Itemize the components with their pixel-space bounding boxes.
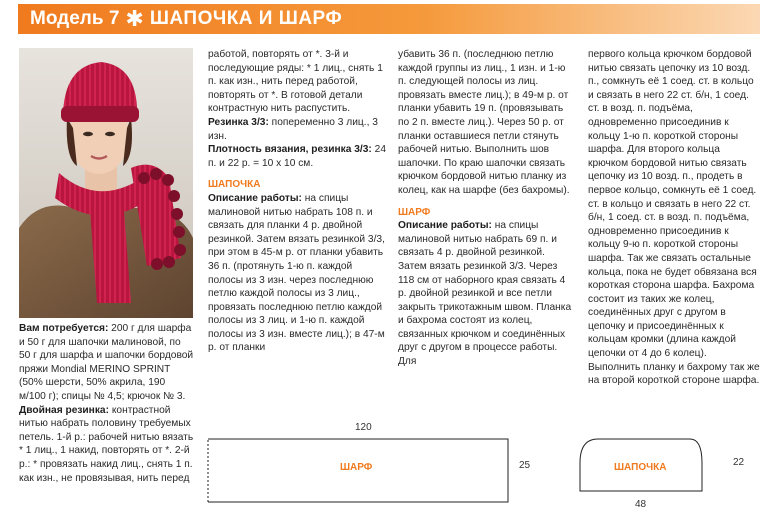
hat-work-paragraph — [208, 192, 386, 355]
star-icon: ✱ — [125, 6, 144, 31]
materials-text: 200 г для шарфа и 50 г для шапочки малиновой, по 50 г для шарфа и шапочки бордовой пряжи Mondial MERINO SPRINT (50% шерсти, 50% акрила, 190 м/100 г); спицы № 4,5; крючок № 3. — [19, 323, 194, 402]
model-number: Модель 7 — [30, 8, 120, 29]
double-rib-text: контрастной нитью набрать половину требуемых петель. 1-й р.: рабочей нитью вязать * 1 лиц., 1 накид, повторять от *. 2-й р.: * провязать накид лиц., снять 1 п. как изн., не провязывая, нить перед — [19, 404, 194, 484]
instructions-column-4 — [588, 48, 760, 388]
hat-height-label: 22 — [733, 457, 745, 468]
double-rib-label: Двойная резинка: — [19, 404, 109, 416]
hat-work-text: на спицы малиновой нитью набрать 108 п. и связать для планки 4 р. двойной резинкой. Затем вязать резинкой 3/3, при этом в 45-м р. от планки убавить 36 п. (протянуть 1-ю п. каждой полосы из 3 изн. через последнюю петлю каждой полосы из 3 лиц., провязать последнюю петлю каждой полосы из 3 лиц. и 1-ю п. каждой полосы из 3 изн. вместе лиц.); в 47-м р. от планки — [208, 192, 385, 354]
rib-label: Резинка 3/3: — [208, 116, 269, 128]
page-title: ШАПОЧКА И ШАРФ — [149, 8, 343, 29]
scarf-section-heading: ШАРФ — [398, 206, 431, 218]
rib-paragraph — [208, 116, 386, 143]
scarf-height-label: 25 — [519, 460, 531, 471]
rings-paragraph: первого кольца крючком бордовой нитью связать цепочку из 10 возд. п., сомкнуть её 1 соед. ст. в кольцо и связать в него 22 ст. б/н, 1 соед. ст. в возд. п. подъёма, одновременно присоединив к кольцу 1-ю п. короткой стороны шарфа. Для второго кольца крючком бордовой нитью связать цепочку из 10 возд. п., продеть в первое кольцо, сомкнуть её 1 соед. ст. в кольцо и связать в него 22 ст. б/н, 1 соед. ст. в возд. п. подъёма, одновременно присоединив к кольцу 9-ю п. короткой стороны шарфа. Так же связать остальные кольца, пока не будет обвязана вся короткая сторона шарфа. Бахрома состоит из таких же колец, соединённых друг с другом в цепочку и присоединённых к кольцам кромки (длина каждой цепочки от 4 до 6 колец). Выполнить планку и бахрому так же на второй короткой стороне шарфа. — [588, 49, 760, 387]
hat-work-label: Описание работы: — [208, 192, 302, 204]
density-paragraph — [208, 143, 386, 170]
instructions-column-2 — [208, 48, 386, 355]
scarf-width-label: 120 — [355, 422, 372, 433]
scarf-work-text: на спицы малиновой нитью набрать 69 п. и связать 4 р. двойной резинкой. Затем вязать резинкой 3/3. Через 118 см от наборного края связать 4 р. двойной резинкой и все петли закрыть трикотажным швом. Планка и бахрома состоят из колец, связанных крючком и соединённых друг с другом в процессе работы. Для — [398, 220, 572, 368]
materials-paragraph — [19, 322, 194, 404]
page-header — [18, 4, 760, 34]
density-label: Плотность вязания, резинка 3/3: — [208, 144, 372, 156]
scarf-piece-label: ШАРФ — [340, 462, 373, 473]
scarf-work-label: Описание работы: — [398, 220, 492, 232]
materials-label: Вам потребуется: — [19, 323, 109, 334]
scarf-work-paragraph — [398, 219, 576, 369]
model-photo — [19, 48, 193, 318]
instructions-column-3 — [398, 48, 576, 369]
rib-text: попеременно 3 лиц., 3 изн. — [208, 116, 378, 142]
hat-continued: убавить 36 п. (последнюю петлю каждой группы из лиц., 1 изн. и 1-ю п. следующей полосы из лиц. провязать вместе лиц.); в 49-м р. от планки убавить 19 п. (провязывать по 2 п. вместе лиц.). Через 50 р. от планки оставшиеся петли стянуть рабочей нитью. Выполнить шов шапочки. По краю шапочки связать крючком бордовой нитью планку из колец, как на шарфе (без бахромы). — [398, 49, 570, 196]
hat-section-heading: ШАПОЧКА — [208, 179, 261, 191]
model-photo-illustration — [19, 48, 193, 318]
hat-piece-label: ШАПОЧКА — [614, 462, 667, 473]
hat-width-label: 48 — [635, 499, 647, 510]
double-rib-continued: работой, повторять от *. 3-й и последующие ряды: * 1 лиц., снять 1 п. как изн., нить перед работой, повторять от *. В готовой детали контрастную нить распустить. — [208, 49, 383, 115]
density-text: 24 п. и 22 р. = 10 х 10 см. — [208, 144, 386, 169]
